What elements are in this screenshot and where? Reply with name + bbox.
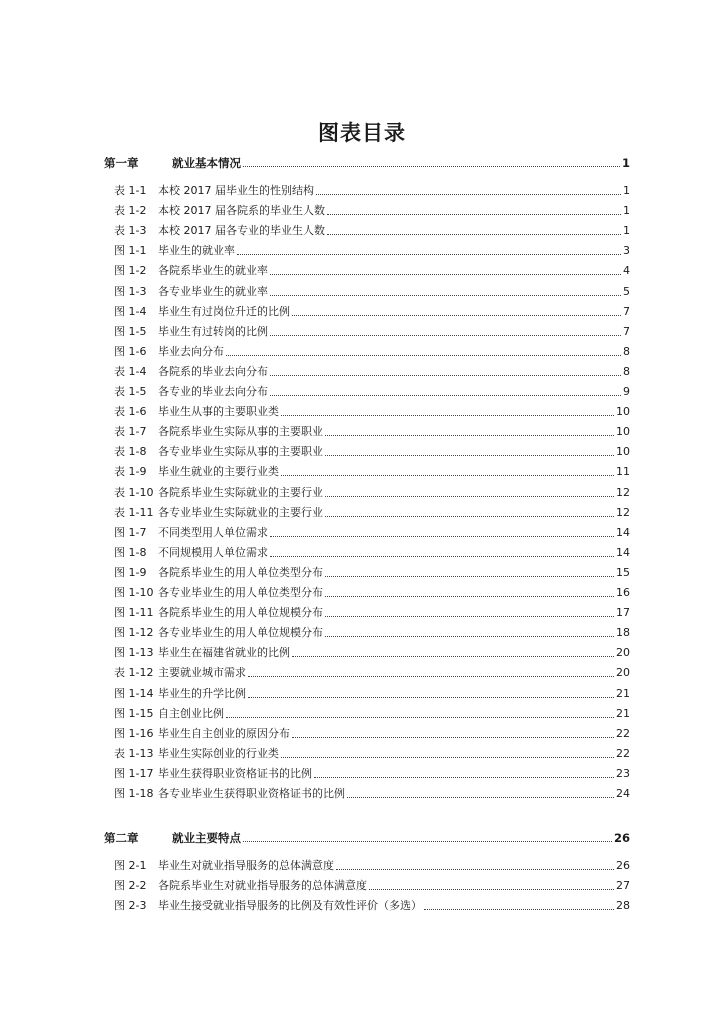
toc-entry-row[interactable] [104, 783, 630, 801]
dot-leader [325, 515, 614, 517]
dot-leader [325, 495, 614, 497]
toc-entry-row[interactable] [104, 502, 630, 520]
dot-leader [248, 675, 614, 677]
toc-text: 毕业生有过转岗的比例 [158, 325, 268, 338]
toc-text: 各专业毕业生获得职业资格证书的比例 [158, 787, 345, 800]
toc-label: 图 1-18 [114, 787, 154, 800]
toc-label: 图 1-6 [114, 345, 147, 358]
toc-page-number: 21 [616, 687, 630, 700]
toc-page-number: 1 [623, 184, 630, 197]
toc-chapter-row[interactable] [104, 827, 630, 845]
toc-page-number: 26 [613, 831, 630, 845]
toc-text: 各院系毕业生的用人单位类型分布 [158, 566, 323, 579]
toc-entry-row[interactable] [104, 321, 630, 339]
toc-text: 毕业生接受就业指导服务的比例及有效性评价（多选） [158, 899, 422, 912]
toc-page-number: 1 [623, 224, 630, 237]
toc-label: 图 1-14 [114, 687, 154, 700]
dot-leader [325, 454, 614, 456]
toc-entry-row[interactable] [104, 683, 630, 701]
toc-label: 图 1-15 [114, 707, 154, 720]
toc-label: 图 1-7 [114, 526, 147, 539]
toc-page-number: 12 [616, 486, 630, 499]
toc-text: 毕业生的升学比例 [158, 687, 246, 700]
toc-page-number: 1 [623, 204, 630, 217]
toc-entry-row[interactable] [104, 200, 630, 218]
dot-leader [325, 434, 614, 436]
toc-text: 毕业生对就业指导服务的总体满意度 [158, 859, 334, 872]
toc-page-number: 3 [623, 244, 630, 257]
toc-label: 表 1-1 [114, 184, 147, 197]
toc-label: 图 1-11 [114, 606, 154, 619]
toc-page-number: 7 [623, 325, 630, 338]
toc-label: 图 2-2 [114, 879, 147, 892]
toc-page-number: 21 [616, 707, 630, 720]
toc-text: 毕业生自主创业的原因分布 [158, 727, 290, 740]
toc-text: 毕业生的就业率 [158, 244, 235, 257]
toc-text: 毕业生就业的主要行业类 [158, 465, 279, 478]
page-title: 图表目录 [318, 121, 406, 145]
toc-entry-row[interactable] [104, 461, 630, 479]
toc-text: 各专业毕业生的用人单位规模分布 [158, 626, 323, 639]
dot-leader [369, 888, 614, 890]
dot-leader [270, 374, 621, 376]
toc-entry-row[interactable] [104, 562, 630, 580]
toc-label: 图 1-3 [114, 285, 147, 298]
toc-entry-row[interactable] [104, 582, 630, 600]
toc-page-number: 28 [616, 899, 630, 912]
dot-leader [270, 273, 621, 275]
toc-label: 表 1-2 [114, 204, 147, 217]
toc-text: 各院系的毕业去向分布 [158, 365, 268, 378]
toc-page-number: 8 [623, 365, 630, 378]
dot-leader [325, 615, 614, 617]
toc-label: 第二章 [104, 831, 139, 845]
toc-label: 图 1-12 [114, 626, 154, 639]
dot-leader [270, 555, 614, 557]
toc-label: 图 1-10 [114, 586, 154, 599]
dot-leader [292, 655, 614, 657]
toc-label: 图 1-16 [114, 727, 154, 740]
toc-label: 表 1-9 [114, 465, 147, 478]
toc-entry-row[interactable] [104, 381, 630, 399]
toc-entry-row[interactable] [104, 622, 630, 640]
dot-leader [226, 716, 614, 718]
toc-page-number: 23 [616, 767, 630, 780]
toc-page-number: 12 [616, 506, 630, 519]
toc-text: 自主创业比例 [158, 707, 224, 720]
toc-text: 毕业生获得职业资格证书的比例 [158, 767, 312, 780]
toc-page-number: 24 [616, 787, 630, 800]
toc-text: 不同规模用人单位需求 [158, 546, 268, 559]
toc-entry-row[interactable] [104, 421, 630, 439]
toc-label: 图 2-3 [114, 899, 147, 912]
toc-text: 各院系毕业生的用人单位规模分布 [158, 606, 323, 619]
toc-text: 本校 2017 届毕业生的性别结构 [158, 184, 314, 197]
dot-leader [336, 868, 614, 870]
toc-label: 图 1-1 [114, 244, 147, 257]
toc-label: 表 1-7 [114, 425, 147, 438]
toc-page-number: 7 [623, 305, 630, 318]
toc-page-number: 9 [623, 385, 630, 398]
dot-leader [270, 394, 621, 396]
toc-label: 第一章 [104, 156, 139, 170]
toc-text: 本校 2017 届各院系的毕业生人数 [158, 204, 325, 217]
toc-page-number: 4 [623, 264, 630, 277]
toc-page-number: 18 [616, 626, 630, 639]
toc-entry-row[interactable] [104, 240, 630, 258]
toc-page-number: 10 [616, 425, 630, 438]
toc-text: 毕业生在福建省就业的比例 [158, 646, 290, 659]
dot-leader [270, 294, 621, 296]
toc-page-number: 26 [616, 859, 630, 872]
toc-entry-row[interactable] [104, 602, 630, 620]
toc-entry-row[interactable] [104, 703, 630, 721]
toc-text: 不同类型用人单位需求 [158, 526, 268, 539]
dot-leader [424, 908, 614, 910]
toc-entry-row[interactable] [104, 180, 630, 198]
toc-entry-row[interactable] [104, 361, 630, 379]
dot-leader [292, 736, 614, 738]
dot-leader [325, 575, 614, 577]
toc-text: 各专业毕业生实际从事的主要职业 [158, 445, 323, 458]
toc-entry-row[interactable] [104, 662, 630, 680]
toc-text: 各专业的毕业去向分布 [158, 385, 268, 398]
toc-page-number: 10 [616, 405, 630, 418]
dot-leader [325, 595, 614, 597]
toc-entry-row[interactable] [104, 642, 630, 660]
dot-leader [347, 796, 614, 798]
toc-page-number: 27 [616, 879, 630, 892]
dot-leader [292, 314, 621, 316]
toc-text: 各专业毕业生实际就业的主要行业 [158, 506, 323, 519]
toc-page-number: 15 [616, 566, 630, 579]
toc-text: 各院系毕业生的就业率 [158, 264, 268, 277]
toc-entry-row[interactable] [104, 723, 630, 741]
dot-leader [270, 535, 614, 537]
dot-leader [281, 414, 614, 416]
dot-leader [314, 776, 614, 778]
dot-leader [281, 474, 614, 476]
toc-page-number: 22 [616, 727, 630, 740]
toc-page-number: 10 [616, 445, 630, 458]
toc-label: 图 1-4 [114, 305, 147, 318]
toc-page-number: 8 [623, 345, 630, 358]
toc-label: 表 1-3 [114, 224, 147, 237]
toc-text: 就业基本情况 [172, 156, 241, 170]
toc-entry-row[interactable] [104, 542, 630, 560]
toc-entry-row[interactable] [104, 763, 630, 781]
dot-leader [327, 233, 621, 235]
toc-page-number: 14 [616, 546, 630, 559]
toc-text: 毕业去向分布 [158, 345, 224, 358]
toc-label: 表 1-13 [114, 747, 154, 760]
toc-entry-row[interactable] [104, 875, 630, 893]
dot-leader [316, 193, 621, 195]
toc-text: 主要就业城市需求 [158, 666, 246, 679]
toc-label: 表 1-11 [114, 506, 154, 519]
toc-text: 就业主要特点 [172, 831, 241, 845]
toc-label: 图 1-2 [114, 264, 147, 277]
toc-page-number: 17 [616, 606, 630, 619]
toc-entry-row[interactable] [104, 441, 630, 459]
toc-page-number: 20 [616, 646, 630, 659]
toc-label: 图 2-1 [114, 859, 147, 872]
toc-text: 各专业毕业生的就业率 [158, 285, 268, 298]
toc-entry-row[interactable] [104, 341, 630, 359]
toc-chapter-row[interactable] [104, 152, 630, 170]
toc-text: 各专业毕业生的用人单位类型分布 [158, 586, 323, 599]
dot-leader [237, 253, 621, 255]
toc-entry-row[interactable] [104, 260, 630, 278]
toc-label: 图 1-17 [114, 767, 154, 780]
toc-page-number: 1 [621, 156, 630, 170]
toc-text: 毕业生从事的主要职业类 [158, 405, 279, 418]
toc-page-number: 14 [616, 526, 630, 539]
toc-entry-row[interactable] [104, 855, 630, 873]
dot-leader [327, 213, 621, 215]
toc-label: 图 1-8 [114, 546, 147, 559]
dot-leader [281, 756, 614, 758]
toc-page-number: 20 [616, 666, 630, 679]
toc-label: 图 1-9 [114, 566, 147, 579]
toc-entry-row[interactable] [104, 895, 630, 913]
toc-text: 本校 2017 届各专业的毕业生人数 [158, 224, 325, 237]
toc-label: 表 1-10 [114, 486, 154, 499]
toc-page-number: 16 [616, 586, 630, 599]
dot-leader [270, 334, 621, 336]
toc-entry-row[interactable] [104, 743, 630, 761]
toc-label: 表 1-12 [114, 666, 154, 679]
toc-label: 表 1-8 [114, 445, 147, 458]
dot-leader [243, 840, 612, 842]
dot-leader [248, 696, 614, 698]
toc-label: 图 1-13 [114, 646, 154, 659]
toc-page-number: 11 [616, 465, 630, 478]
toc-label: 表 1-5 [114, 385, 147, 398]
dot-leader [226, 354, 621, 356]
dot-leader [243, 165, 620, 167]
toc-label: 表 1-6 [114, 405, 147, 418]
toc-text: 毕业生实际创业的行业类 [158, 747, 279, 760]
toc-label: 图 1-5 [114, 325, 147, 338]
toc-label: 表 1-4 [114, 365, 147, 378]
toc-text: 毕业生有过岗位升迁的比例 [158, 305, 290, 318]
toc-text: 各院系毕业生实际从事的主要职业 [158, 425, 323, 438]
toc-entry-row[interactable] [104, 482, 630, 500]
toc-entry-row[interactable] [104, 281, 630, 299]
toc-text: 各院系毕业生实际就业的主要行业 [158, 486, 323, 499]
toc-entry-row[interactable] [104, 522, 630, 540]
toc-page-number: 22 [616, 747, 630, 760]
toc-entry-row[interactable] [104, 220, 630, 238]
toc-page-number: 5 [623, 285, 630, 298]
toc-entry-row[interactable] [104, 301, 630, 319]
toc-entry-row[interactable] [104, 401, 630, 419]
toc-text: 各院系毕业生对就业指导服务的总体满意度 [158, 879, 367, 892]
dot-leader [325, 635, 614, 637]
